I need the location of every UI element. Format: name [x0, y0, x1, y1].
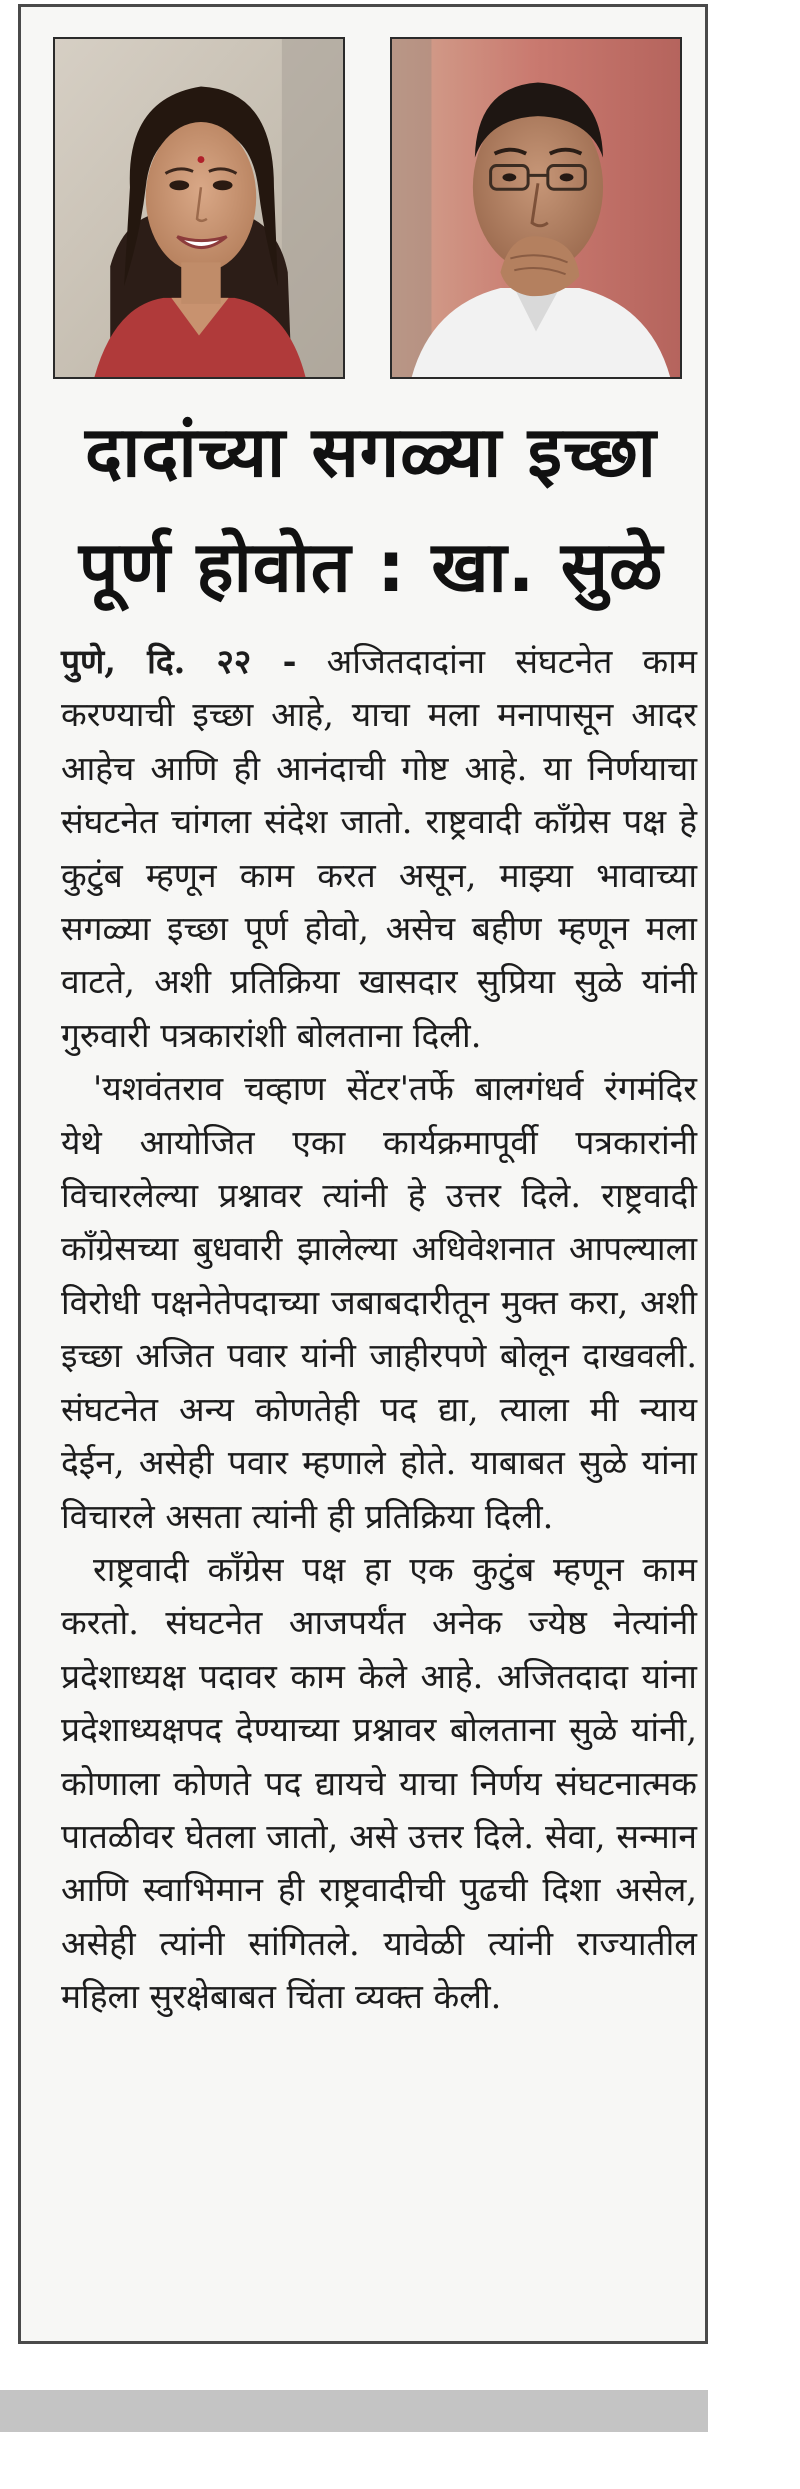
- woman-portrait-photo: [53, 37, 345, 379]
- man-portrait-image: [392, 39, 680, 377]
- man-portrait-photo: [390, 37, 682, 379]
- woman-portrait-image: [55, 39, 343, 377]
- paragraph-2: 'यशवंतराव चव्हाण सेंटर'तर्फे बालगंधर्व रंगमंदिर येथे आयोजित एका कार्यक्रमापूर्वी पत्रकारांनी विचारलेल्या प्रश्नावर त्यांनी हे उत्तर दिले. राष्ट्रवादी काँग्रेसच्या बुधवारी झालेल्या अधिवेशनात आपल्याला विरोधी पक्षनेतेपदाच्या जबाबदारीतून मुक्त करा, अशी इच्छा अजित पवार यांनी जाहीरपणे बोलून दाखवली. संघटनेत अन्य कोणतेही पद द्या, त्याला मी न्याय देईन, असेही पवार म्हणाले होते. याबाबत सुळे यांना विचारले असता त्यांनी ही प्रतिक्रिया दिली.: [61, 1069, 697, 1536]
- paragraph-3: राष्ट्रवादी काँग्रेस पक्ष हा एक कुटुंब म्हणून काम करतो. संघटनेत आजपर्यंत अनेक ज्येष्ठ नेत्यांनी प्रदेशाध्यक्ष पदावर काम केले आहे. अजितदादा यांना प्रदेशाध्यक्षपद देण्याच्या प्रश्नावर बोलताना सुळे यांनी, कोणाला कोणते पद द्यायचे याचा निर्णय संघटनात्मक पातळीवर घेतला जातो, असे उत्तर दिले. सेवा, सन्मान आणि स्वाभिमान ही राष्ट्रवादीची पुढची दिशा असेल, असेही त्यांनी सांगितले. यावेळी त्यांनी राज्यातील महिला सुरक्षेबाबत चिंता व्यक्त केली.: [61, 1549, 697, 2017]
- article-body: [61, 635, 697, 2024]
- dateline: पुणे, दि. २२ -: [61, 642, 297, 681]
- headline-line-2: पूर्ण होवोत : खा. सुळे: [78, 526, 664, 608]
- gray-separator-band: [0, 2390, 708, 2432]
- newspaper-clipping: [18, 4, 708, 2344]
- headline-line-1: दादांच्या सगळ्या इच्छा: [85, 411, 657, 493]
- paragraph-1-text: अजितदादांना संघटनेत काम करण्याची इच्छा आहे, याचा मला मनापासून आदर आहेच आणि ही आनंदाची गोष्ट आहे. या निर्णयाचा संघटनेत चांगला संदेश जातो. राष्ट्रवादी काँग्रेस पक्ष हे कुटुंब म्हणून काम करत असून, माझ्या भावाच्या सगळ्या इच्छा पूर्ण होवो, असेच बहीण म्हणून मला वाटते, अशी प्रतिक्रिया खासदार सुप्रिया सुळे यांनी गुरुवारी पत्रकारांशी बोलताना दिली.: [61, 642, 697, 1055]
- paragraph-1: [61, 635, 697, 1062]
